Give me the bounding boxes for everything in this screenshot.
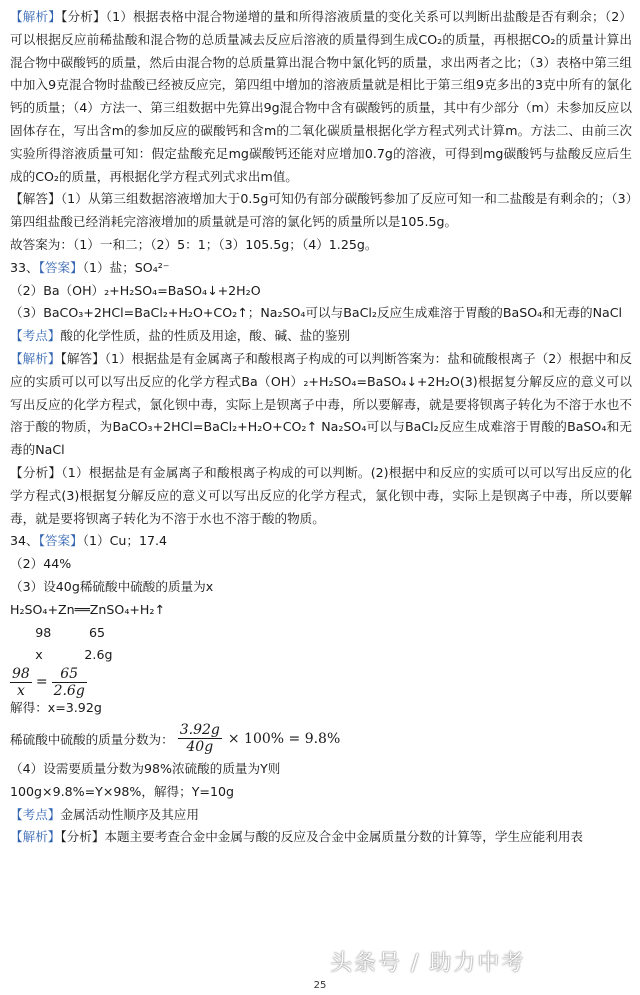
numerator: 98 — [12, 665, 30, 682]
text-content: 解得：x=3.92g — [10, 700, 102, 716]
section-tag: 【解析】 — [10, 829, 61, 845]
text-content: 故答案为：（1）一和二；（2）5：1；（3）105.5g；（4）1.25g。 — [10, 236, 378, 252]
text-line — [10, 644, 632, 667]
text-content: 98 65 — [10, 624, 106, 640]
fraction — [52, 667, 87, 698]
equation-label: 稀硫酸中硫酸的质量分数为： — [10, 732, 174, 748]
text-paragraph — [10, 462, 632, 530]
numerator: 65 — [60, 665, 79, 682]
question-number: 34、 — [10, 533, 39, 549]
text-paragraph — [10, 6, 632, 188]
text-line — [10, 599, 632, 622]
denominator: 40g — [186, 739, 214, 756]
text-line — [10, 826, 632, 849]
text-line — [10, 553, 632, 576]
text-line — [10, 622, 632, 645]
equals-sign: = — [35, 674, 48, 691]
text-line — [10, 257, 632, 280]
section-tag: 【考点】 — [10, 328, 61, 344]
text-line — [10, 302, 632, 325]
text-content: （2）Ba（OH）₂+H₂SO₄=BaSO₄↓+2H₂O — [10, 282, 261, 298]
section-tag: 【解析】 — [10, 350, 61, 366]
document-body — [10, 6, 632, 849]
text-content: 【解答】（1）根据盐是有金属离子和酸根离子构成的可以判断答案为：盐和硫酸根离子（2）根据中和反应的实质可以可以写出反应的化学方程式Ba（OH）₂+H₂SO₄=BaSO₄↓+2H₂O(3)根据复分解反应的意义可以写出反应的化学方程式，氯化钡中毒，实际上是钡离子中毒，所以要解毒，就是要将钡离子转化为不溶于水也不溶于酸的物质，为BaCO₃+2HCl=BaCl₂+H₂O+CO₂↑ Na₂SO₄可以与BaCl₂反应生成难溶于胃酸的BaSO₄和无毒的NaCl — [10, 350, 632, 458]
text-line — [10, 325, 632, 348]
text-content: （4）设需要质量分数为98%浓硫酸的质量为Y则 — [10, 760, 281, 776]
section-tag: 【解析】 — [10, 9, 61, 24]
text-line — [10, 758, 632, 781]
watermark: 头条号 / 助力中考 — [330, 951, 526, 976]
section-tag: 【考点】 — [10, 806, 61, 822]
section-tag: 【答案】 — [38, 259, 83, 275]
text-content: （2）44% — [10, 556, 72, 572]
text-line — [10, 576, 632, 599]
section-tag: 【答案】 — [38, 533, 83, 549]
page-number: 25 — [313, 980, 327, 991]
text-paragraph — [10, 188, 632, 234]
text-content: （3）BaCO₃+2HCl=BaCl₂+H₂O+CO₂↑；Na₂SO₄可以与BaCl₂反应生成难溶于胃酸的BaSO₄和无毒的NaCl — [10, 305, 623, 321]
text-content: 【分析】（1）根据盐是有金属离子和酸根离子构成的可以判断。(2)根据中和反应的实质可以可以写出反应的化学方程式(3)根据复分解反应的意义可以写出反应的化学方程式，氯化钡中毒，实际上是钡离子中毒，所以要解毒，就是要将钡离子转化为不溶于水也不溶于酸的物质。 — [10, 464, 632, 526]
mass-fraction-equation — [10, 720, 632, 758]
percentage-result: × 100% = 9.8% — [227, 730, 341, 747]
text-line — [10, 697, 632, 720]
fraction — [178, 723, 222, 754]
text-content: 【分析】（1）根据表格中混合物递增的量和所得溶液质量的变化关系可以判断出盐酸是否有剩余；（2）可以根据反应前稀盐酸和混合物的总质量减去反应后溶液的质量得到生成CO₂的质量，再根据CO₂的质量计算出混合物中碳酸钙的质量，然后由混合物的总质量算出混合物中氯化钙的质量，求出两者之比；（3）表格中第三组中加入9克混合物时盐酸已经被反应完，第四组中增加的溶液质量就是相比于第三组9克多出的3克中所有的氯化钙的质量；（4）方法一、第三组数据中先算出9g混合物中含有碳酸钙的质量，其中有少部分（m）未参加反应以固体存在，写出含m的参加反应的碳酸钙和含m的二氧化碳质量根据化学方程式列式计算m。方法二、由前三次实验所得溶液质量可知：假定盐酸充足mg碳酸钙还能对应增加0.7g的溶液，可得到mg碳酸钙与盐酸反应后生成的CO₂的质量，再根据化学方程式列式求出m值。 — [10, 9, 632, 184]
denominator: 2.6g — [53, 682, 85, 699]
text-content: H₂SO₄+Zn══ZnSO₄+H₂↑ — [10, 601, 165, 617]
question-number: 33、 — [10, 259, 39, 275]
text-line — [10, 280, 632, 303]
text-content: 【解答】（1）从第三组数据溶液增加大于0.5g可知仍有部分碳酸钙参加了反应可知一和二盐酸是有剩余的；（3）第四组盐酸已经消耗完溶液增加的质量就是可溶的氯化钙的质量所以是105.5g。 — [10, 191, 632, 230]
text-content: 100g×9.8%=Y×98%，解得；Y=10g — [10, 783, 235, 799]
text-line — [10, 804, 632, 827]
denominator: x — [16, 682, 25, 699]
text-content: 金属活动性顺序及其应用 — [60, 806, 199, 822]
numerator: 3.92g — [179, 722, 220, 739]
text-content: 酸的化学性质，盐的性质及用途，酸、碱、盐的鉴别 — [60, 328, 351, 344]
text-paragraph — [10, 348, 632, 462]
text-content: （3）设40g稀硫酸中硫酸的质量为x — [10, 578, 214, 594]
proportion-equation — [10, 667, 632, 697]
text-content: （1）Cu；17.4 — [82, 533, 168, 549]
text-content: 【分析】本题主要考查合金中金属与酸的反应及合金中金属质量分数的计算等，学生应能利用表 — [60, 829, 584, 845]
text-line — [10, 530, 632, 553]
fraction — [10, 667, 32, 698]
text-content: （1）盐；SO₄²⁻ — [82, 259, 170, 275]
text-content: x 2.6g — [10, 647, 113, 663]
text-line — [10, 234, 632, 257]
text-line — [10, 781, 632, 804]
